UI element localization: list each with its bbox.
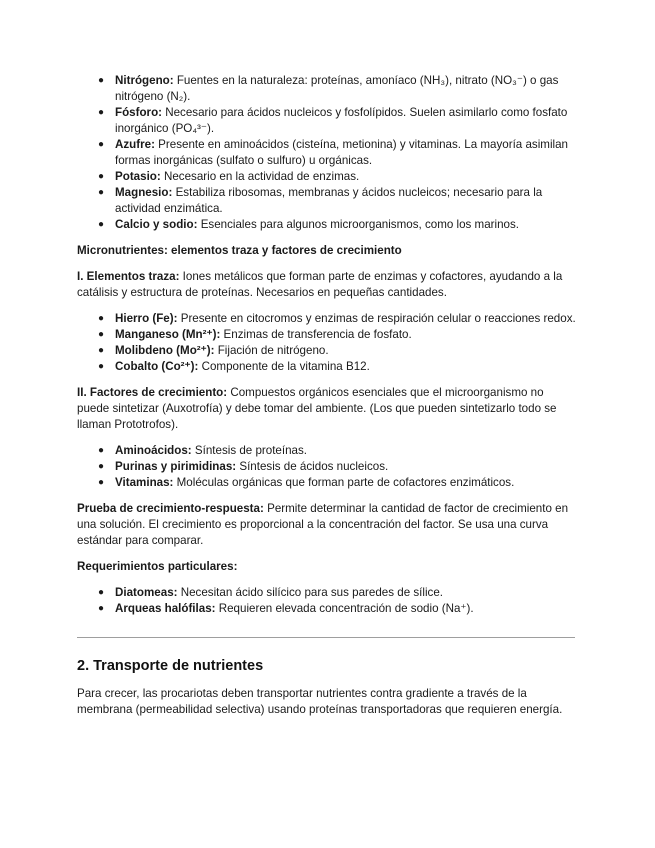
list-item: ● Vitaminas: Moléculas orgánicas que forman parte de cofactores enzimáticos. [98,476,515,489]
section-2-paragraph: Para crecer, las procariotas deben transportar nutrientes contra gradiente a través de la membrana (permeabilidad selectiva) usando proteínas transportadoras que requieren energía. [77,687,563,716]
list-item: ● Cobalto (Co²⁺): Componente de la vitamina B12. [98,360,370,373]
list-item: ● Azufre: Presente en aminoácidos (cisteína, metionina) y vitaminas. La mayoría asimilan formas inorgánicas (sulfato o sulfuro) u orgánicas. [98,138,568,167]
growth-response-test-paragraph: Prueba de crecimiento-respuesta: Permite determinar la cantidad de factor de crecimiento en una solución. El crecimiento es proporcional a la concentración del factor. Se usa una curva estándar para comparar. [77,502,569,547]
bullet-icon: ● [98,75,105,86]
bullet-icon: ● [98,313,105,324]
bullet-icon: ● [98,219,105,230]
bullet-icon: ● [98,361,105,372]
bullet-icon: ● [98,187,105,198]
list-item: ● Magnesio: Estabiliza ribosomas, membranas y ácidos nucleicos; necesario para la actividad enzimática. [98,186,543,215]
list-item: ● Purinas y pirimidinas: Síntesis de ácidos nucleicos. [98,460,389,473]
bullet-icon: ● [98,329,105,340]
list-item: ● Nitrógeno: Fuentes en la naturaleza: proteínas, amoníaco (NH₃), nitrato (NO₃⁻) o gas nitrógeno (N₂). [98,74,559,103]
list-item: ● Potasio: Necesario en la actividad de enzimas. [98,170,360,183]
list-item: ● Arqueas halófilas: Requieren elevada concentración de sodio (Na⁺). [98,602,474,615]
bullet-icon: ● [98,477,105,488]
macronutrient-list [77,73,577,233]
micronutrients-heading: Micronutrientes: elementos traza y factores de crecimiento [77,244,402,257]
trace-elements-paragraph: I. Elementos traza: Iones metálicos que forman parte de enzimas y cofactores, ayudando a la catálisis y estructura de proteínas. Necesarios en pequeñas cantidades. [77,270,563,299]
document-page [77,73,577,718]
list-item: ● Hierro (Fe): Presente en citocromos y enzimas de respiración celular o reacciones redox. [98,312,576,325]
list-item: ● Calcio y sodio: Esenciales para algunos microorganismos, como los marinos. [98,218,520,231]
growth-factors-list [77,443,577,491]
list-item: ● Diatomeas: Necesitan ácido silícico para sus paredes de sílice. [98,586,444,599]
bullet-icon: ● [98,461,105,472]
bullet-icon: ● [98,171,105,182]
particular-requirements-list [77,585,577,617]
bullet-icon: ● [98,345,105,356]
list-item: ● Fósforo: Necesario para ácidos nucleicos y fosfolípidos. Suelen asimilarlo como fosfato inorgánico (PO₄³⁻). [98,106,568,135]
growth-factors-paragraph: II. Factores de crecimiento: Compuestos orgánicos esenciales que el microorganismo no puede sintetizar (Auxotrofía) y debe tomar del ambiente. (Los que pueden sintetizarlo todo se llaman Prototrofos). [77,386,557,431]
list-item: ● Aminoácidos: Síntesis de proteínas. [98,444,308,457]
particular-requirements-heading: Requerimientos particulares: [77,560,238,573]
bullet-icon: ● [98,603,105,614]
bullet-icon: ● [98,587,105,598]
bullet-icon: ● [98,139,105,150]
section-2-title: 2. Transporte de nutrientes [77,658,264,674]
trace-elements-list [77,311,577,375]
bullet-icon: ● [98,107,105,118]
list-item: ● Molibdeno (Mo²⁺): Fijación de nitrógeno. [98,344,329,357]
bullet-icon: ● [98,445,105,456]
list-item: ● Manganeso (Mn²⁺): Enzimas de transferencia de fosfato. [98,328,412,341]
